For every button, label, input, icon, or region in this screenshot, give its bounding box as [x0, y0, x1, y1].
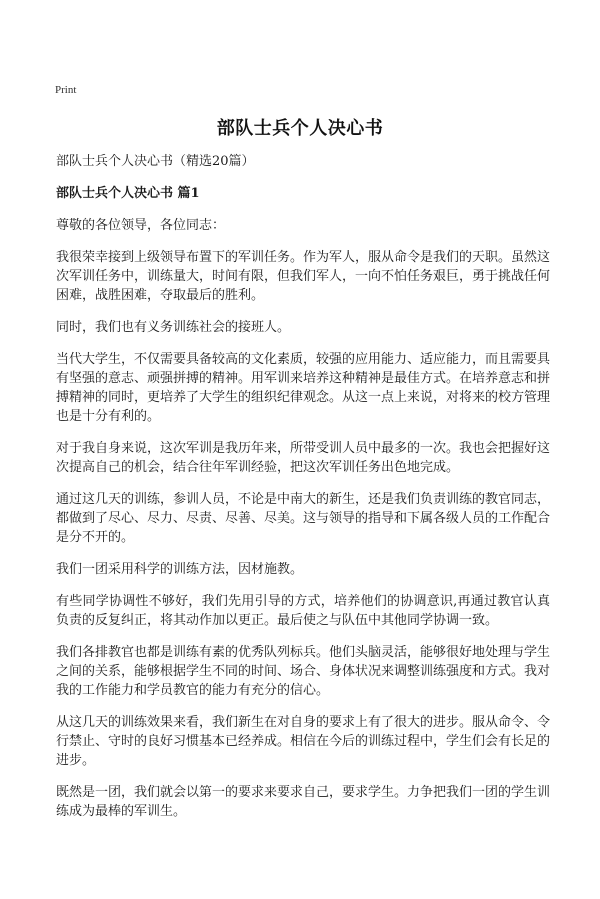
- paragraph: 有些同学协调性不够好，我们先用引导的方式，培养他们的协调意识,再通过教官认真负责的反复纠正，将其动作加以更正。最后使之与队伍中其他同学协调一致。: [56, 594, 550, 628]
- document-body: [56, 152, 550, 834]
- paragraph: 从这几天的训练效果来看，我们新生在对自身的要求上有了很大的进步。服从命令、令行禁止、守时的良好习惯基本已经养成。相信在今后的训练过程中，学生们会有长足的进步。: [56, 715, 551, 768]
- paragraph: 我们一团采用科学的训练方法，因材施教。: [56, 562, 304, 577]
- paragraph: 当代大学生，不仅需要具备较高的文化素质，较强的应用能力、适应能力，而且需要具有坚强的意志、顽强拼搏的精神。用军训来培养这种精神是最佳方式。在培养意志和拼搏精神的同时，更培养了大学生的组织纪律观念。从这一点上来说，对将来的校方管理也是十分有利的。: [56, 352, 551, 424]
- paragraph-salutation: 尊敬的各位领导，各位同志：: [56, 218, 226, 233]
- section-heading: 部队士兵个人决心书 篇1: [56, 186, 200, 201]
- document-title: 部队士兵个人决心书: [216, 118, 384, 139]
- print-label: Print: [55, 84, 77, 96]
- paragraph: 我很荣幸接到上级领导布置下的军训任务。作为军人，服从命令是我们的天职。虽然这次军训任务中，训练量大，时间有限，但我们军人，一向不怕任务艰巨，勇于挑战任何困难，战胜困难，夺取最后的胜利。: [56, 250, 551, 303]
- document-subtitle: 部队士兵个人决心书（精选20篇）: [56, 154, 255, 169]
- paragraph: 既然是一团，我们就会以第一的要求来要求自己，要求学生。力争把我们一团的学生训练成为最棒的军训生。: [56, 785, 551, 819]
- paragraph: 我们各排教官也都是训练有素的优秀队列标兵。他们头脑灵活，能够很好地处理与学生之间的关系，能够根据学生不同的时间、场合、身体状况来调整训练强度和方式。我对我的工作能力和学员教官的能力有充分的信心。: [56, 645, 551, 698]
- paragraph: 通过这几天的训练，参训人员，不论是中南大的新生，还是我们负责训练的教官同志，都做到了尽心、尽力、尽责、尽善、尽美。这与领导的指导和下属各级人员的工作配合是分不开的。: [56, 492, 551, 545]
- paragraph: 同时，我们也有义务训练社会的接班人。: [56, 320, 291, 335]
- paragraph: 对于我自身来说，这次军训是我历年来，所带受训人员中最多的一次。我也会把握好这次提高自己的机会，结合往年军训经验，把这次军训任务出色地完成。: [56, 441, 551, 475]
